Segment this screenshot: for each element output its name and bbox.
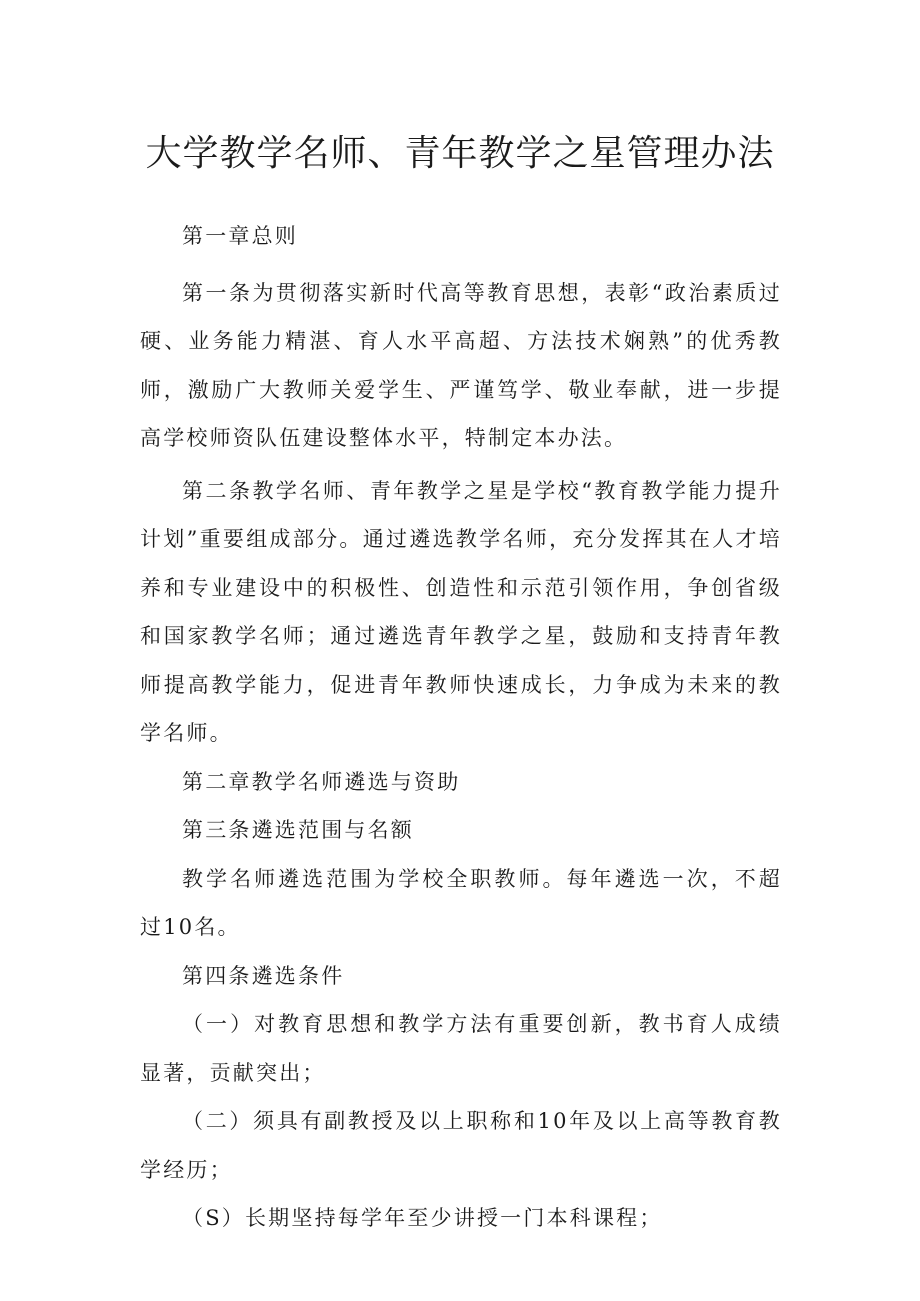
chapter-heading-selection: 第二章教学名师遴选与资助 — [182, 769, 461, 794]
condition-3-paragraph: （S）长期坚持每学年至少讲授一门本科课程； — [182, 1206, 663, 1230]
selection-scope-paragraph: 教学名师遴选范围为学校全职教师。每年遴选一次，不超过10名。 — [140, 866, 782, 939]
article-4-heading: 第四条遴选条件 — [182, 963, 345, 988]
article-3-heading: 第三条遴选范围与名额 — [182, 818, 414, 842]
condition-2-paragraph: （二）须具有副教授及以上职称和10年及以上高等教育教学经历； — [140, 1109, 782, 1182]
document-title: 大学教学名师、青年教学之星管理办法 — [145, 133, 775, 174]
chapter-heading-general: 第一章总则 — [182, 224, 298, 248]
article-2-paragraph: 第二条教学名师、青年教学之星是学校“教育教学能力提升计划”重要组成部分。通过遴选教学名师，充分发挥其在人才培养和专业建设中的积极性、创造性和示范引领作用，争创省级和国家教学名师；通过遴选青年教学之星，鼓励和支持青年教师提高教学能力，促进青年教师快速成长，力争成为未来的教学名师。 — [140, 478, 782, 745]
document-body — [140, 212, 782, 1243]
condition-1-paragraph: （一）对教育思想和教学方法有重要创新，教书育人成绩显著，贡献突出； — [140, 1012, 782, 1085]
article-1-paragraph: 第一条为贯彻落实新时代高等教育思想，表彰“政治素质过硬、业务能力精湛、育人水平高超、方法技术娴熟”的优秀教师，激励广大教师关爱学生、严谨笃学、敬业奉献，进一步提高学校师资队伍建设整体水平，特制定本办法。 — [140, 280, 782, 450]
